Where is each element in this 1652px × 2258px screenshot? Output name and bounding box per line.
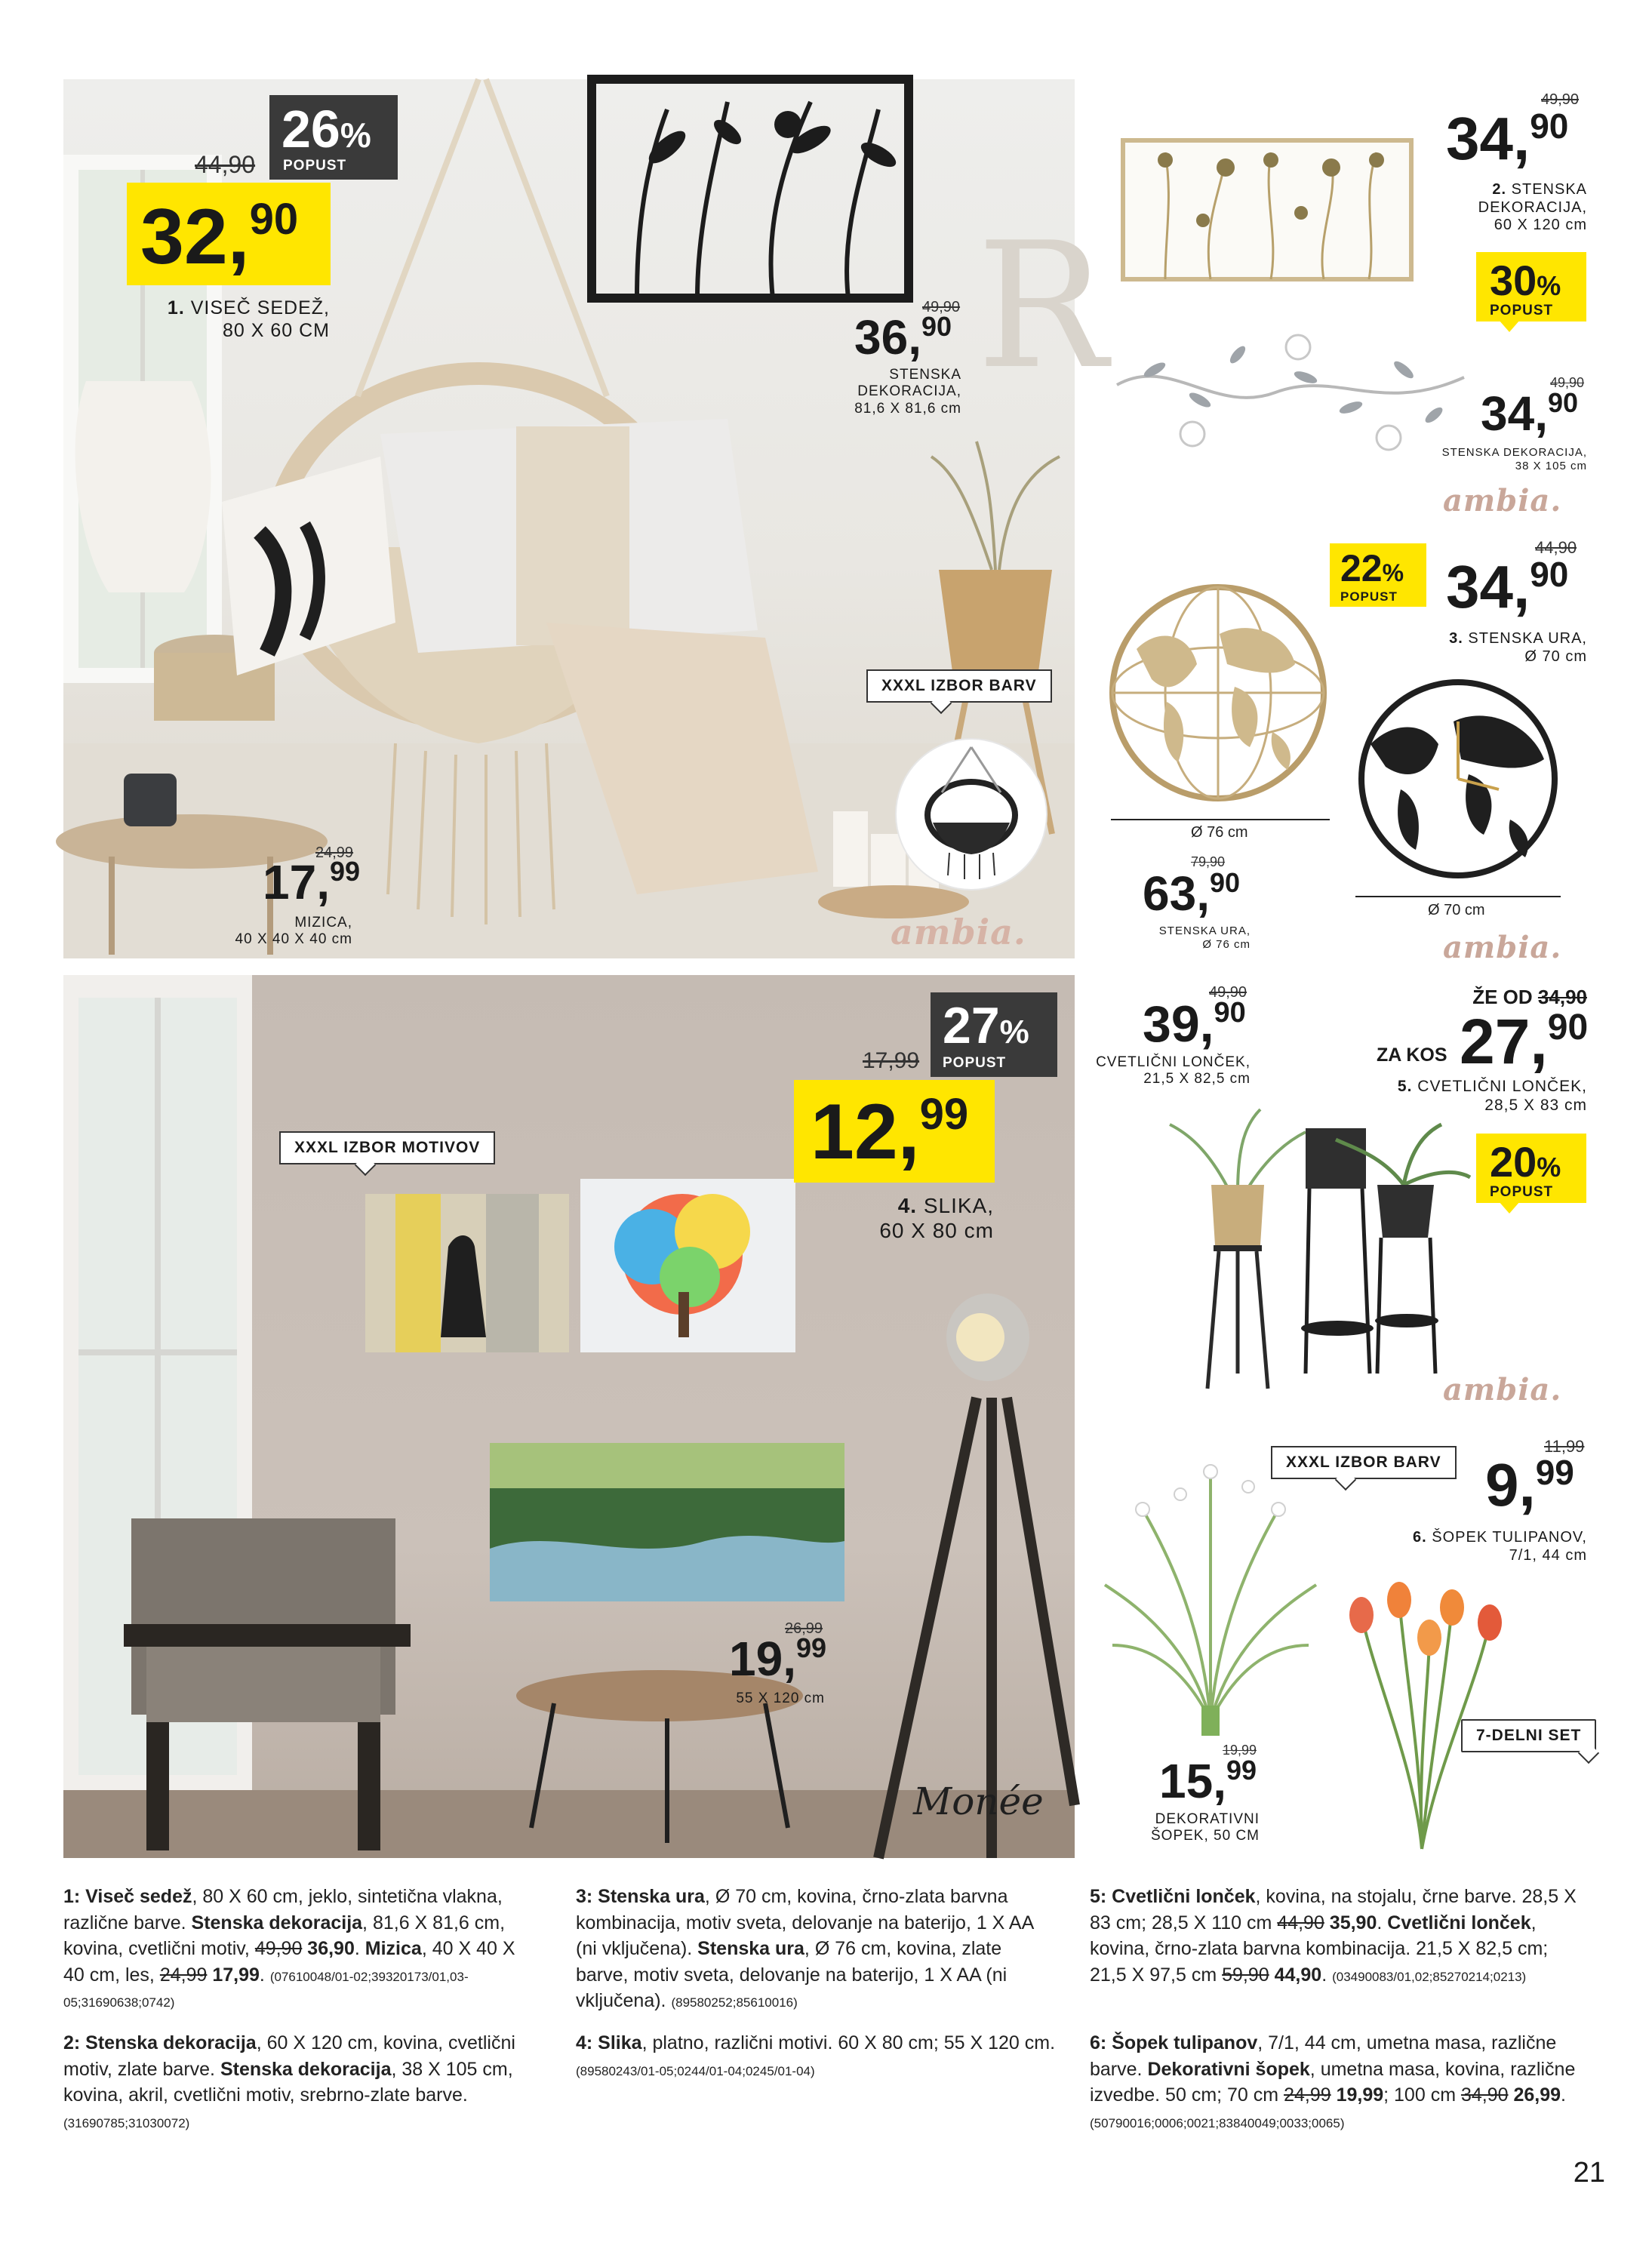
page-number: 21 — [1573, 2157, 1605, 2189]
product-label: MIZICA, 40 X 40 X 40 cm — [235, 915, 352, 948]
monee-logo: Monée — [913, 1780, 1044, 1823]
discount-badge-22 — [1330, 543, 1426, 607]
old-price: 17,99 — [863, 1048, 920, 1073]
dimension-label: Ø 70 cm — [1428, 902, 1485, 918]
product-label: 6. ŠOPEK TULIPANOV, 7/1, 44 cm — [1413, 1529, 1587, 1564]
product-label: 2. STENSKA DEKORACIJA, 60 X 120 cm — [1478, 181, 1587, 234]
dimension-label: Ø 76 cm — [1191, 824, 1248, 841]
product-label: STENSKA DEKORACIJA, 38 X 105 cm — [1441, 446, 1587, 472]
discount-badge-27 — [931, 992, 1057, 1077]
badge-percent: 26% — [281, 100, 371, 158]
tulip-bouquet-image — [1324, 1570, 1520, 1857]
wall-decoration-branch-image — [1109, 325, 1472, 475]
ambia-logo: ambia. — [891, 912, 1026, 952]
price-main: 12,99 — [811, 1088, 969, 1176]
dimension-arrow — [1355, 896, 1561, 897]
price-main: 34,90 — [1481, 386, 1579, 441]
product-label: STENSKA URA, Ø 76 cm — [1158, 924, 1251, 951]
planters-image — [1155, 1102, 1472, 1396]
product-label: CVETLIČNI LONČEK, 21,5 X 82,5 cm — [1096, 1054, 1251, 1087]
discount-badge-20 — [1476, 1134, 1586, 1203]
badge-popust: POPUST — [1490, 303, 1554, 318]
badge-percent: 27% — [943, 997, 1029, 1054]
old-price: 44,90 — [1535, 538, 1577, 557]
old-price: 11,99 — [1544, 1437, 1585, 1456]
old-price: 19,99 — [1223, 1743, 1257, 1758]
description-1: 1: Viseč sedež, 80 X 60 cm, jeklo, sintetična vlakna, različne barve. Stenska dekoracija, 81,6 X 81,6 cm, kovina, cvetlični motiv, 49,90 36,90. Mizica, 40 X 40 X 40 cm, les, 24,99 17,99. (07610048/01-02;39320173/01,03-05;31690638;0742) — [63, 1886, 515, 2010]
dimension-arrow — [1111, 819, 1330, 820]
description-2: 2: Stenska dekoracija, 60 X 120 cm, kovina, cvetlični motiv, zlate barve. Stenska dekoracija, 38 X 105 cm, kovina, akril, cvetlični motiv, srebrno-zlate barve. (31690785;31030072) — [63, 2032, 515, 2130]
price-main: 39,90 — [1143, 995, 1246, 1053]
product-label: 4. SLIKA, 60 X 80 cm — [879, 1194, 994, 1243]
badge-percent: 22% — [1340, 547, 1404, 589]
ambia-logo: ambia. — [1443, 930, 1562, 965]
price-main: 34,90 — [1446, 105, 1569, 172]
price-main: 17,99 — [263, 855, 361, 909]
product-label: 3. STENSKA URA, Ø 70 cm — [1449, 630, 1587, 665]
old-price: 79,90 — [1191, 854, 1226, 869]
ambia-logo: ambia. — [1443, 483, 1562, 518]
badge-popust: POPUST — [1340, 589, 1398, 604]
badge-percent: 20% — [1490, 1138, 1561, 1186]
product-label: DEKORATIVNI ŠOPEK, 50 CM — [1151, 1811, 1260, 1844]
price-main: 9,99 — [1485, 1451, 1574, 1518]
description-3: 3: Stenska ura, Ø 70 cm, kovina, črno-zlata barvna kombinacija, motiv sveta, delovanje na baterijo, 1 X AA (ni vključena). Stenska ura, Ø 76 cm, kovina, zlate barve, motiv sveta, delovanje na baterijo, 1 X AA (ni vključena). (89580252;85610016) — [576, 1886, 1033, 2011]
ambia-logo: ambia. — [1443, 1372, 1562, 1407]
ze-od-label: ŽE OD 34,90 — [1472, 986, 1587, 1008]
discount-badge-30 — [1476, 252, 1586, 321]
old-price: 44,90 — [195, 151, 256, 178]
tag-xxxl-izbor-barv: XXXL IZBOR BARV — [1271, 1446, 1457, 1479]
old-price: 49,90 — [922, 299, 961, 315]
badge-popust: POPUST — [283, 158, 347, 174]
price-main: 36,90 — [854, 310, 952, 365]
product-label: 1. VISEČ SEDEŽ, 80 X 60 CM — [167, 297, 330, 341]
decorative-grass-bouquet-image — [1097, 1449, 1324, 1751]
za-kos-label: ZA KOS — [1377, 1044, 1447, 1066]
badge-pointer — [1499, 320, 1520, 332]
tag-xxxl-izbor-motivov: XXXL IZBOR MOTIVOV — [279, 1131, 495, 1164]
discount-badge-26 — [269, 95, 398, 180]
product-label: STENSKA DEKORACIJA, 81,6 X 81,6 cm — [854, 367, 961, 417]
old-price: 49,90 — [1209, 984, 1247, 1001]
mini-chair-icon — [897, 740, 1046, 889]
price-main: 34,90 — [1446, 553, 1569, 620]
description-6: 6: Šopek tulipanov, 7/1, 44 cm, umetna masa, različne barve. Dekorativni šopek, umetna masa, kovina, različne izvedbe. 50 cm; 70 cm 24,99 19,99; 100 cm 34,90 26,99. (50790016;0006;0021;83840049;0033;0065) — [1090, 2032, 1576, 2130]
description-5: 5: Cvetlični lonček, kovina, na stojalu, črne barve. 28,5 X 83 cm; 28,5 X 110 cm 44,90 35,90. Cvetlični lonček, kovina, črno-zlata barvna kombinacija. 21,5 X 82,5 cm; 21,5 X 97,5 cm 59,90 44,90. (03490083/01,02;85270214;0213) — [1090, 1886, 1577, 1986]
old-price: 49,90 — [1541, 91, 1580, 108]
svg-text:R: R — [977, 206, 1108, 408]
product-label: 5. CVETLIČNI LONČEK, 28,5 X 83 cm — [1397, 1078, 1587, 1114]
tag-xxxl-izbor-barv: XXXL IZBOR BARV — [866, 669, 1052, 703]
badge-popust: POPUST — [1490, 1184, 1554, 1200]
old-price: 24,99 — [315, 844, 354, 861]
product-label: 55 X 120 cm — [736, 1690, 825, 1706]
chair-color-inset — [895, 738, 1047, 891]
old-price: 49,90 — [1550, 375, 1585, 390]
old-price: 26,99 — [785, 1620, 823, 1637]
wall-decoration-frame-image — [1120, 137, 1414, 282]
badge-pointer — [1499, 1201, 1520, 1214]
price-main: 19,99 — [729, 1632, 827, 1686]
price-main: 32,90 — [140, 193, 299, 281]
price-main: 27,90 — [1460, 1006, 1589, 1077]
tag-7-delni-set: 7-DELNI SET — [1461, 1719, 1596, 1752]
gold-world-clock-image — [1106, 581, 1330, 804]
black-world-clock-image — [1355, 676, 1561, 881]
badge-popust: POPUST — [943, 1055, 1007, 1071]
price-main: 63,90 — [1143, 866, 1241, 921]
price-main: 15,99 — [1159, 1754, 1257, 1808]
description-4: 4: Slika, platno, različni motivi. 60 X 80 cm; 55 X 120 cm. (89580243/01-05;0244/01-04;0245/01-04) — [576, 2032, 1056, 2078]
badge-percent: 30% — [1490, 257, 1561, 304]
